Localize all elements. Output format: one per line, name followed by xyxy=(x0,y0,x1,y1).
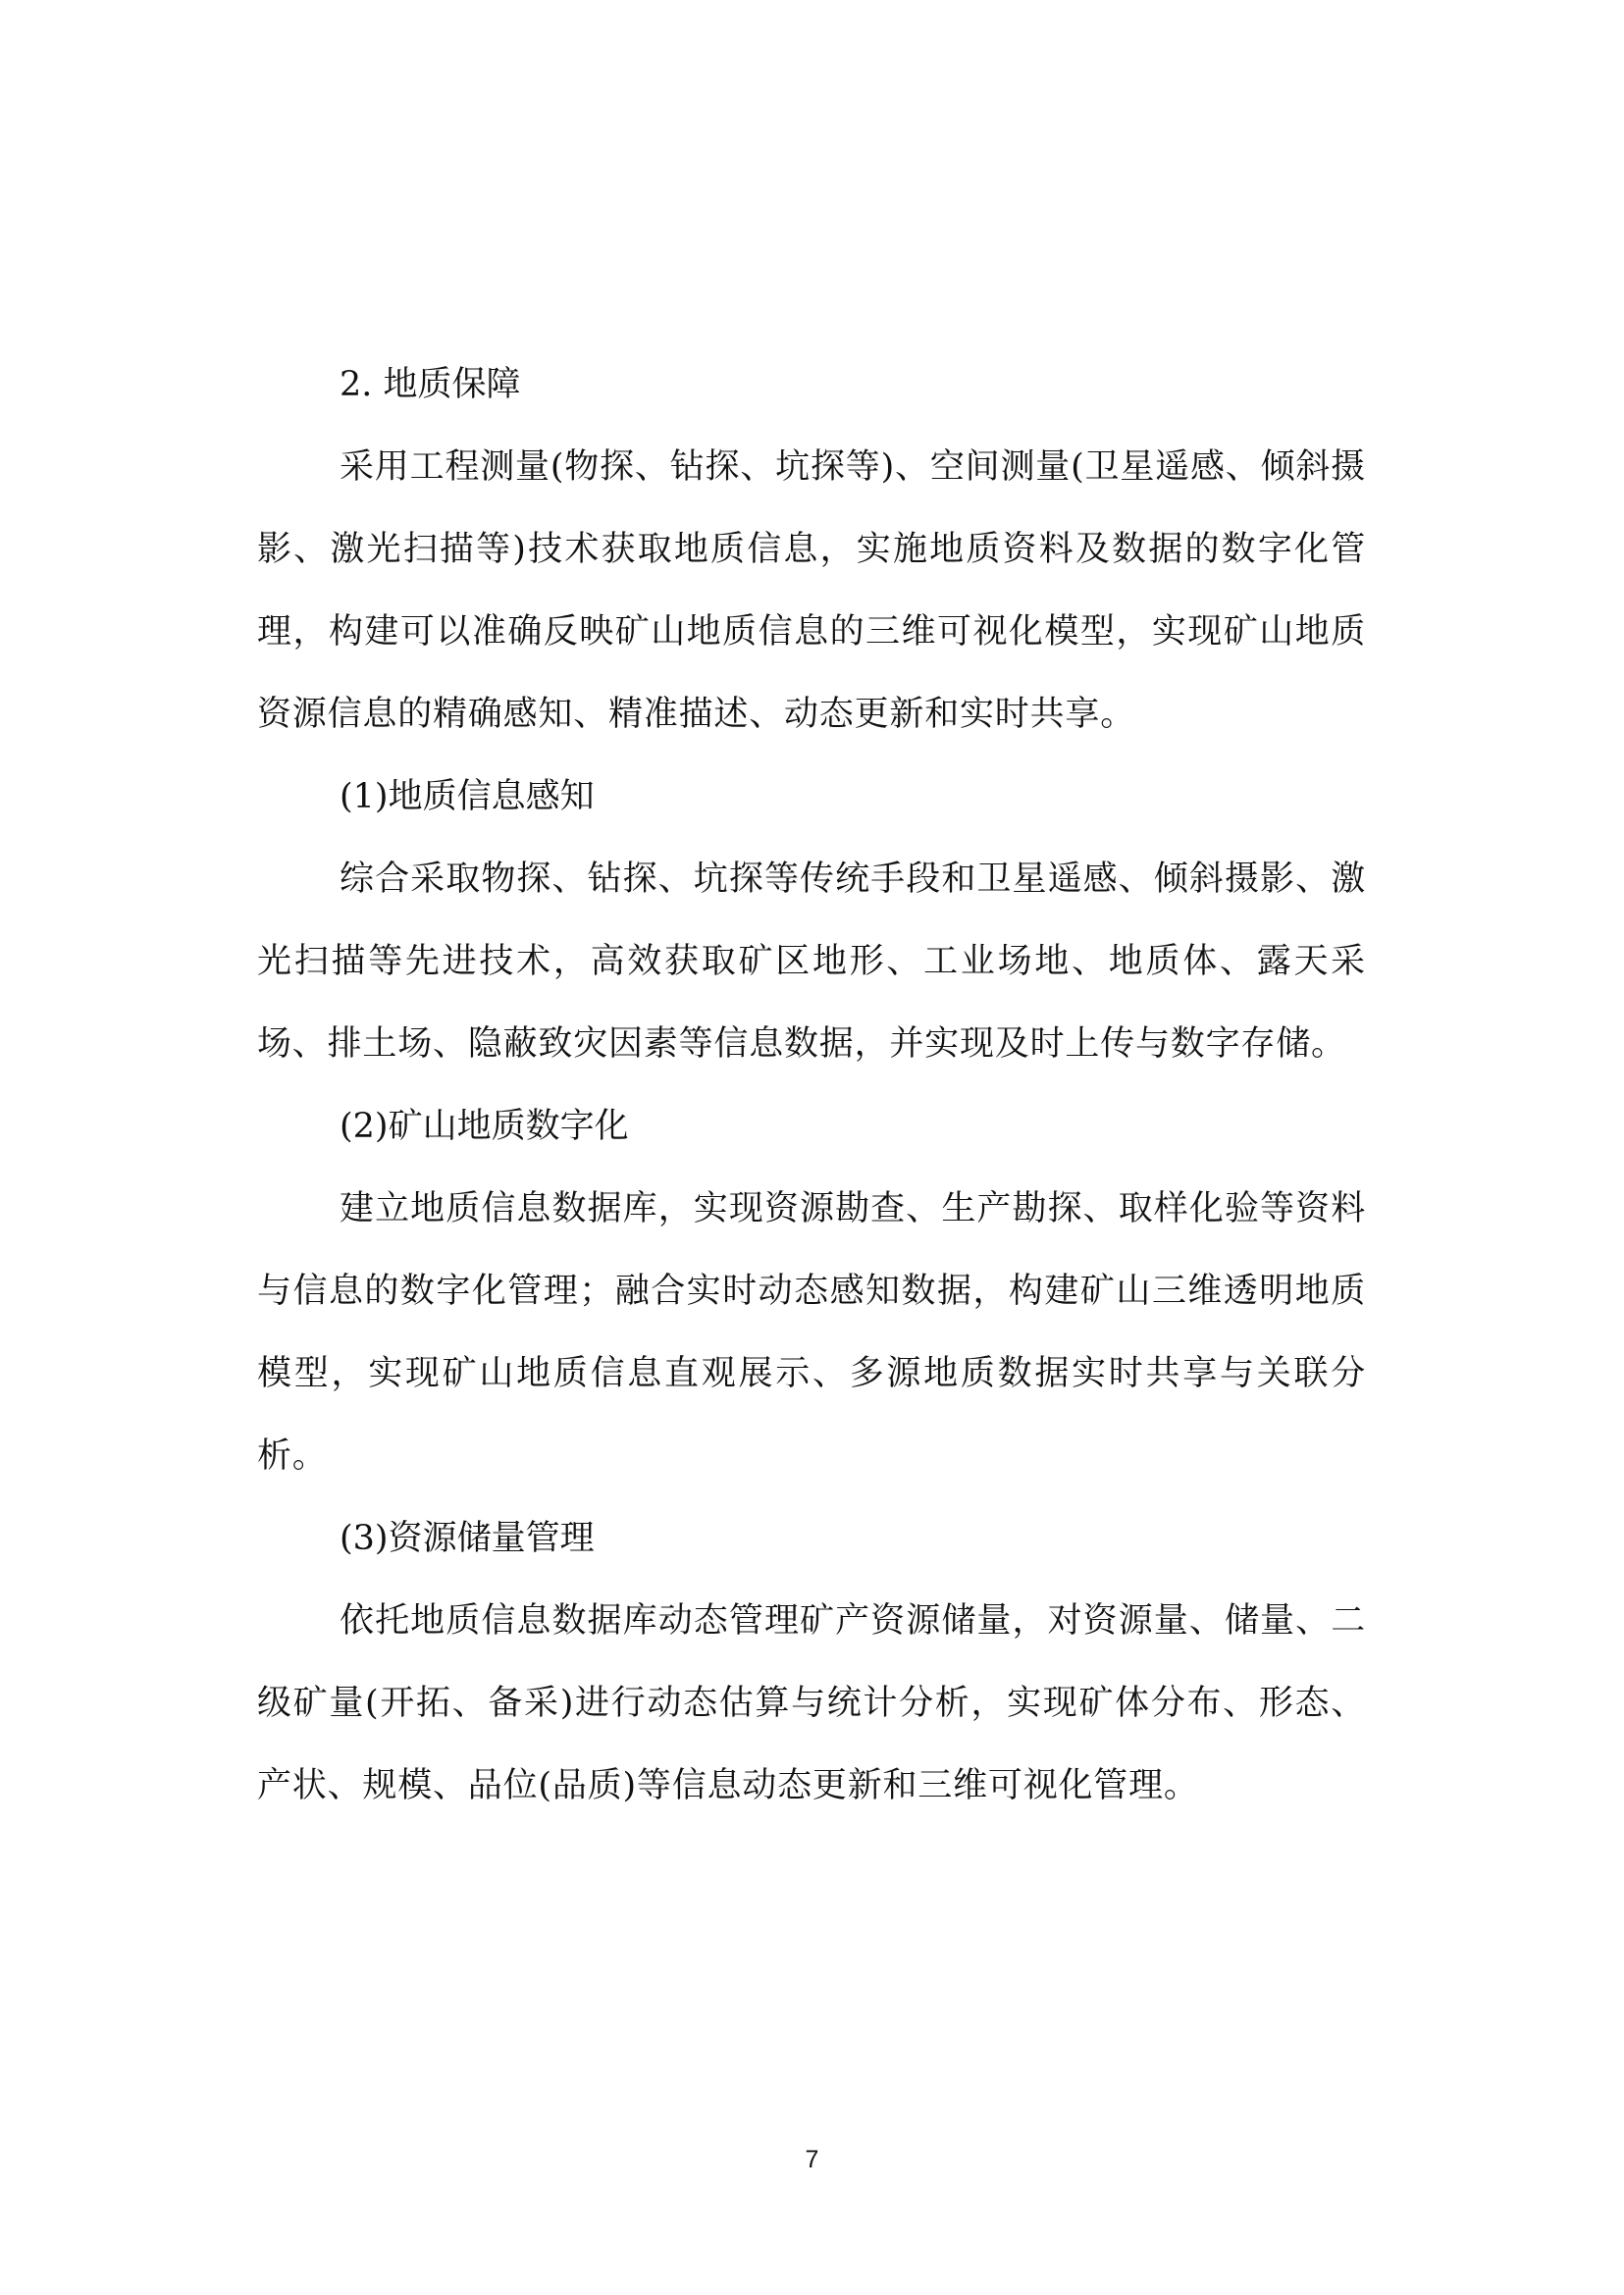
subsection-heading-resource-reserve-management: (3)资源储量管理 xyxy=(340,1519,595,1558)
section-intro-paragraph: 采用工程测量(物探、钻探、坑探等)、空间测量(卫星遥感、倾斜摄影、激光扫描等)技术获取地质信息，实施地质资料及数据的数字化管理，构建可以准确反映矿山地质信息的三维可视化模型，实现矿山地质资源信息的精确感知、精准描述、动态更新和实时共享。 xyxy=(257,447,1366,734)
subsection-heading-mine-geo-digitization: (2)矿山地质数字化 xyxy=(340,1107,629,1146)
subsection-body-geo-info-sensing: 综合采取物探、钻探、坑探等传统手段和卫星遥感、倾斜摄影、激光扫描等先进技术，高效获取矿区地形、工业场地、地质体、露天采场、排土场、隐蔽致灾因素等信息数据，并实现及时上传与数字存储。 xyxy=(257,860,1366,1064)
subsection-body-mine-geo-digitization: 建立地质信息数据库，实现资源勘查、生产勘探、取样化验等资料与信息的数字化管理；融合实时动态感知数据，构建矿山三维透明地质模型，实现矿山地质信息直观展示、多源地质数据实时共享与关联分析。 xyxy=(257,1189,1366,1476)
section-heading: 2. 地质保障 xyxy=(340,365,521,404)
subsection-body-resource-reserve-management: 依托地质信息数据库动态管理矿产资源储量，对资源量、储量、二级矿量(开拓、备采)进行动态估算与统计分析，实现矿体分布、形态、产状、规模、品位(品质)等信息动态更新和三维可视化管理。 xyxy=(257,1601,1366,1805)
subsection-heading-geo-info-sensing: (1)地质信息感知 xyxy=(340,777,595,816)
page-content xyxy=(257,343,1366,1827)
page-number: 7 xyxy=(805,2146,819,2173)
